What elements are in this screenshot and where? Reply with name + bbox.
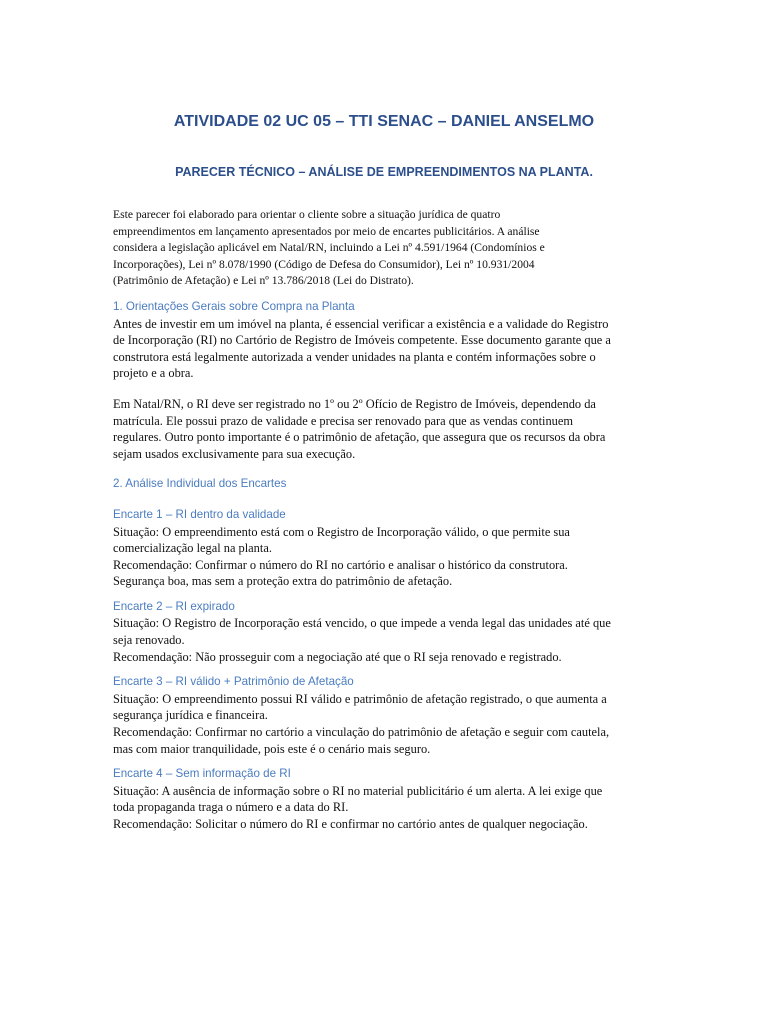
encarte-2: [113, 599, 658, 665]
section-1-line: regulares. Outro ponto importante é o patrimônio de afetação, que assegura que os recursos da obra: [113, 430, 606, 445]
encarte-4-line: Situação: A ausência de informação sobre o RI no material publicitário é um alerta. A lei exige que: [113, 783, 603, 798]
encarte-1-heading: Encarte 1 – RI dentro da validade: [113, 507, 286, 521]
section-1-line: construtora está legalmente autorizada a vender unidades na planta e contém informações sobre o: [113, 349, 596, 364]
encarte-1: [113, 507, 658, 590]
intro-line: considera a legislação aplicável em Natal/RN, incluindo a Lei nº 4.591/1964 (Condomínios e: [113, 241, 545, 255]
encarte-3: [113, 674, 658, 757]
document-body: [113, 207, 658, 833]
section-1-line: de Incorporação (RI) no Cartório de Registro de Imóveis competente. Esse documento garante que a: [113, 333, 611, 348]
encarte-3-line: Recomendação: Confirmar no cartório a vinculação do patrimônio de afetação e seguir com cautela,: [113, 725, 610, 740]
section-1-line: matrícula. Ele possui prazo de validade e precisa ser renovado para que as vendas continuem: [113, 413, 573, 428]
section-1-line: Antes de investir em um imóvel na planta, é essencial verificar a existência e a validade do Registro: [113, 316, 609, 331]
section-1-heading: 1. Orientações Gerais sobre Compra na Planta: [113, 299, 355, 313]
intro-line: (Patrimônio de Afetação) e Lei nº 13.786/2018 (Lei do Distrato).: [113, 274, 414, 288]
encarte-2-line: Recomendação: Não prosseguir com a negociação até que o RI seja renovado e registrado.: [113, 649, 562, 664]
intro-line: empreendimentos em lançamento apresentados por meio de encartes publicitários. A análise: [113, 224, 540, 238]
intro-line: Este parecer foi elaborado para orientar o cliente sobre a situação jurídica de quatro: [113, 208, 501, 221]
encarte-4-heading: Encarte 4 – Sem informação de RI: [113, 767, 291, 781]
encarte-2-line: seja renovado.: [113, 633, 185, 648]
document-title: ATIVIDADE 02 UC 05 – TTI SENAC – DANIEL ANSELMO: [173, 113, 595, 130]
section-1-line: sejam usados exclusivamente para sua execução.: [113, 446, 356, 461]
encarte-2-heading: Encarte 2 – RI expirado: [113, 599, 235, 613]
encarte-1-line: Segurança boa, mas sem a proteção extra do patrimônio de afetação.: [113, 574, 453, 589]
section-1: [113, 299, 658, 462]
section-2-heading: 2. Análise Individual dos Encartes: [113, 477, 287, 491]
encarte-1-line: Recomendação: Confirmar o número do RI no cartório e analisar o histórico da construtora.: [113, 557, 568, 572]
section-1-line: projeto e a obra.: [113, 366, 194, 381]
encarte-4-line: toda propaganda traga o número e a data do RI.: [113, 800, 349, 815]
intro-paragraph: [113, 207, 658, 290]
encarte-2-line: Situação: O Registro de Incorporação está vencido, o que impede a venda legal das unidades até que: [113, 616, 611, 631]
encarte-4: [113, 766, 658, 832]
encarte-3-heading: Encarte 3 – RI válido + Patrimônio de Afetação: [113, 675, 354, 689]
section-1-line: Em Natal/RN, o RI deve ser registrado no 1º ou 2º Ofício de Registro de Imóveis, dependendo da: [113, 396, 596, 411]
encarte-3-line: segurança jurídica e financeira.: [113, 708, 268, 723]
document-subtitle: PARECER TÉCNICO – ANÁLISE DE EMPREENDIMENTOS NA PLANTA.: [175, 165, 593, 179]
intro-line: Incorporações), Lei nº 8.078/1990 (Código de Defesa do Consumidor), Lei nº 10.931/2004: [113, 257, 535, 271]
encarte-1-line: comercialização legal na planta.: [113, 541, 272, 556]
encarte-1-line: Situação: O empreendimento está com o Registro de Incorporação válido, o que permite sua: [113, 524, 570, 539]
encarte-4-line: Recomendação: Solicitar o número do RI e confirmar no cartório antes de qualquer negociação.: [113, 817, 588, 831]
encarte-3-line: Situação: O empreendimento possui RI válido e patrimônio de afetação registrado, o que aumenta a: [113, 691, 607, 706]
encarte-3-line: mas com maior tranquilidade, pois este é o cenário mais seguro.: [113, 741, 431, 756]
